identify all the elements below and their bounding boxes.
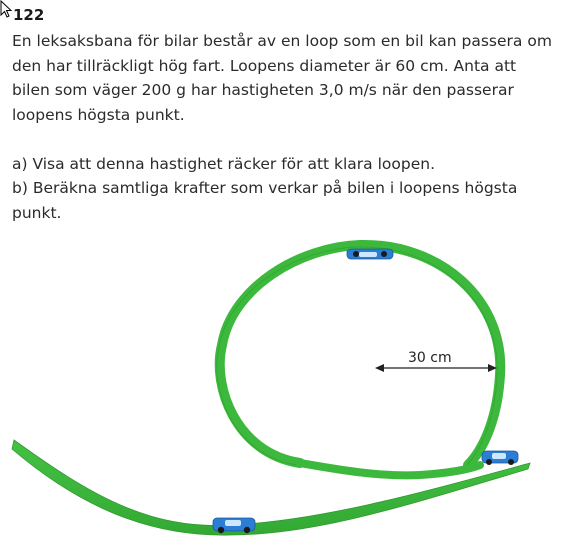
car-right-icon [482, 451, 518, 465]
question-a: a) Visa att denna hastighet räcker för att klara loopen. [12, 154, 436, 173]
car-top-icon [347, 249, 393, 259]
problem-number: 122 [13, 6, 45, 24]
loop-track [220, 245, 501, 465]
loop-track-figure [0, 225, 588, 553]
question-b-line: punkt. [12, 203, 62, 222]
problem-line: loopens högsta punkt. [12, 105, 185, 124]
blank-line [12, 127, 572, 152]
problem-line: En leksaksbana för bilar består av en loop som en bil kan passera om [12, 32, 552, 50]
question-b-line: b) Beräkna samtliga krafter som verkar på bilen i loopens högsta [12, 179, 518, 197]
problem-line: bilen som väger 200 g har hastigheten 3,0 m/s när den passerar [12, 81, 514, 99]
mouse-cursor-icon [0, 0, 14, 18]
car-ramp-icon [213, 518, 255, 533]
radius-label: 30 cm [408, 350, 452, 366]
problem-text [12, 29, 572, 225]
problem-line: den har tillräckligt hög fart. Loopens diameter är 60 cm. Anta att [12, 56, 517, 75]
